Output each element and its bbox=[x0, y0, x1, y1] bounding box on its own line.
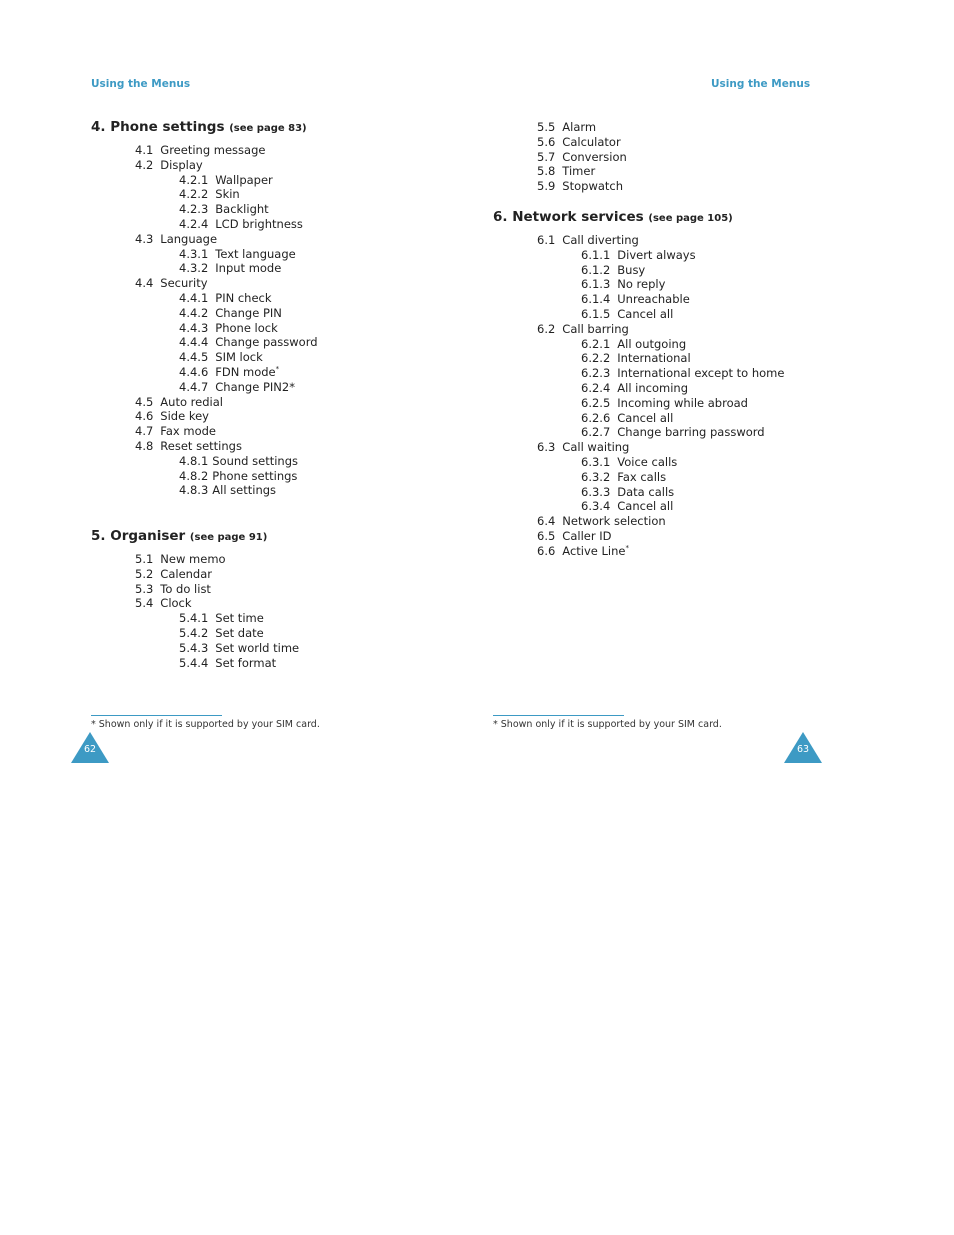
menu-item bbox=[537, 233, 639, 248]
footnote: * Shown only if it is supported by your SIM card. bbox=[91, 719, 320, 730]
menu-item-label: Fax calls bbox=[617, 469, 667, 484]
menu-item-number: 6.5 bbox=[537, 529, 556, 543]
menu-item-number: 4.2.2 bbox=[179, 187, 209, 202]
menu-item-label: Call barring bbox=[562, 321, 629, 336]
menu-item-label: Clock bbox=[160, 596, 192, 611]
menu-item bbox=[581, 455, 677, 470]
menu-item bbox=[135, 424, 216, 439]
menu-item-label: Text language bbox=[215, 246, 296, 261]
menu-item-number: 6.2.6 bbox=[581, 410, 611, 425]
menu-item-label: Sound settings bbox=[212, 453, 298, 468]
menu-item-number: 4.2 bbox=[135, 157, 154, 172]
page-number: 63 bbox=[796, 744, 810, 755]
menu-item bbox=[581, 396, 748, 411]
menu-item bbox=[179, 626, 264, 641]
menu-item bbox=[537, 179, 623, 194]
section-title-phone-settings: 4. Phone settings (see page 83) bbox=[91, 119, 307, 135]
page-number: 62 bbox=[83, 744, 97, 755]
menu-item-label: SIM lock bbox=[215, 350, 263, 365]
menu-item-number: 6.6 bbox=[537, 543, 556, 558]
menu-item bbox=[135, 439, 242, 454]
menu-item bbox=[179, 656, 276, 671]
menu-item-number: 6.1.5 bbox=[581, 307, 611, 321]
menu-item bbox=[581, 307, 673, 322]
menu-item-number: 4.2.3 bbox=[179, 202, 209, 217]
menu-item bbox=[179, 483, 276, 498]
menu-item-number: 5.1 bbox=[135, 552, 154, 566]
menu-item-label: Voice calls bbox=[617, 455, 678, 469]
menu-item-label: Active Line bbox=[562, 543, 626, 558]
menu-item-label: Conversion bbox=[562, 149, 627, 164]
menu-item-number: 6.3.3 bbox=[581, 484, 611, 499]
menu-item bbox=[581, 277, 665, 292]
menu-item-number: 4.1 bbox=[135, 143, 154, 157]
menu-item-number: 5.4.4 bbox=[179, 655, 209, 670]
menu-item-label: No reply bbox=[617, 277, 666, 292]
menu-item-number: 4.4.3 bbox=[179, 320, 209, 335]
menu-item-number: 6.1.1 bbox=[581, 247, 611, 262]
menu-item bbox=[581, 381, 688, 396]
menu-item-label: Change password bbox=[215, 335, 318, 350]
menu-item bbox=[179, 217, 303, 232]
menu-item-number: 6.3 bbox=[537, 440, 556, 455]
menu-item-number: 5.4.2 bbox=[179, 626, 209, 640]
menu-item-number: 6.2.1 bbox=[581, 336, 611, 351]
menu-item-number: 6.2.3 bbox=[581, 366, 611, 381]
menu-item bbox=[581, 248, 696, 263]
menu-item-label: Input mode bbox=[215, 261, 282, 276]
left-page bbox=[0, 0, 477, 800]
menu-item-label: All outgoing bbox=[617, 336, 687, 351]
menu-item-number: 4.5 bbox=[135, 394, 154, 409]
menu-item-number: 6.3.1 bbox=[581, 455, 611, 469]
running-header: Using the Menus bbox=[91, 78, 191, 90]
menu-item-number: 4.8.1 bbox=[179, 453, 209, 468]
menu-item-number: 4.3 bbox=[135, 231, 154, 246]
right-page bbox=[477, 0, 954, 800]
page-number-badge bbox=[784, 732, 822, 763]
menu-item bbox=[179, 173, 273, 188]
menu-item bbox=[537, 544, 629, 559]
menu-item-label: Security bbox=[160, 276, 208, 291]
menu-item-label: New memo bbox=[160, 552, 226, 566]
menu-item-number: 4.4.4 bbox=[179, 335, 209, 350]
menu-item-label: All incoming bbox=[617, 381, 689, 395]
footnote: * Shown only if it is supported by your SIM card. bbox=[493, 719, 722, 730]
menu-item bbox=[179, 380, 295, 395]
menu-item-label: International except to home bbox=[617, 366, 785, 381]
section-title-network-services: 6. Network services (see page 105) bbox=[493, 209, 733, 225]
menu-item-number: 4.4.1 bbox=[179, 291, 209, 305]
menu-item-number: 5.6 bbox=[537, 134, 556, 149]
menu-item-label: To do list bbox=[160, 581, 211, 596]
menu-item bbox=[537, 150, 627, 165]
menu-item-label: Timer bbox=[562, 164, 596, 179]
menu-item-label: LCD brightness bbox=[215, 217, 303, 231]
menu-item bbox=[581, 470, 666, 485]
menu-item-number: 4.6 bbox=[135, 409, 154, 424]
menu-item-number: 6.1 bbox=[537, 233, 556, 247]
menu-item-label: Unreachable bbox=[617, 292, 690, 307]
menu-item-number: 4.4.5 bbox=[179, 350, 209, 365]
menu-item bbox=[581, 292, 690, 307]
menu-item-label: Call waiting bbox=[562, 440, 630, 455]
menu-item bbox=[179, 350, 263, 365]
menu-item bbox=[537, 440, 629, 455]
menu-item-label: Cancel all bbox=[617, 410, 674, 425]
menu-item-label: Busy bbox=[617, 262, 646, 277]
menu-item-number: 6.4 bbox=[537, 514, 556, 529]
menu-item-label: Skin bbox=[215, 187, 240, 202]
menu-item-number: 6.2.5 bbox=[581, 395, 611, 410]
menu-item-number: 6.1.2 bbox=[581, 262, 611, 277]
menu-item-number: 6.1.4 bbox=[581, 292, 611, 307]
menu-item bbox=[179, 187, 240, 202]
menu-item-number: 5.4.3 bbox=[179, 640, 209, 655]
menu-item-number: 4.3.2 bbox=[179, 261, 209, 276]
menu-item-number: 4.3.1 bbox=[179, 246, 209, 261]
menu-item-label: Set format bbox=[215, 655, 277, 670]
footnote-rule bbox=[91, 715, 222, 716]
menu-item bbox=[581, 263, 645, 278]
menu-item-label: Divert always bbox=[617, 247, 696, 262]
menu-item bbox=[179, 611, 264, 626]
menu-item-number: 5.4.1 bbox=[179, 611, 209, 626]
footnote-marker: * bbox=[625, 543, 629, 552]
menu-item bbox=[179, 365, 279, 380]
menu-item-label: Call diverting bbox=[562, 233, 639, 247]
page-reference: (see page 91) bbox=[189, 532, 268, 543]
menu-item-number: 5.8 bbox=[537, 164, 556, 179]
menu-item-label: Phone lock bbox=[215, 320, 278, 335]
page-reference: (see page 105) bbox=[648, 213, 733, 224]
menu-item bbox=[135, 596, 192, 611]
page-number-badge bbox=[71, 732, 109, 763]
menu-item bbox=[135, 567, 212, 582]
menu-item-number: 4.4.6 bbox=[179, 365, 209, 379]
menu-item-label: PIN check bbox=[215, 291, 272, 305]
menu-item bbox=[135, 232, 217, 247]
menu-item-number: 5.4 bbox=[135, 596, 154, 611]
menu-item-number: 4.4.2 bbox=[179, 305, 209, 320]
menu-item-number: 5.7 bbox=[537, 149, 556, 164]
menu-item-label: Greeting message bbox=[160, 143, 266, 157]
menu-item-number: 4.4.7 bbox=[179, 379, 209, 394]
menu-item bbox=[581, 411, 673, 426]
menu-item-label: Cancel all bbox=[617, 499, 674, 514]
menu-item bbox=[135, 395, 223, 410]
menu-item-label: International bbox=[617, 351, 691, 366]
menu-item bbox=[179, 247, 296, 262]
menu-item bbox=[179, 469, 297, 484]
menu-item-number: 5.2 bbox=[135, 566, 154, 581]
menu-item-number: 5.5 bbox=[537, 120, 556, 134]
menu-item bbox=[581, 499, 673, 514]
menu-item-label: Change PIN2* bbox=[215, 379, 295, 394]
menu-item-number: 4.2.4 bbox=[179, 217, 209, 231]
section-title-organiser: 5. Organiser (see page 91) bbox=[91, 528, 268, 544]
menu-item-label: Phone settings bbox=[212, 468, 298, 483]
menu-item-label: Side key bbox=[160, 409, 209, 424]
menu-item-number: 6.1.3 bbox=[581, 277, 611, 292]
menu-item-number: 5.9 bbox=[537, 179, 556, 194]
menu-item-label: Set time bbox=[215, 611, 264, 626]
menu-item-label: Fax mode bbox=[160, 424, 216, 439]
running-header: Using the Menus bbox=[711, 78, 811, 90]
menu-item-label: Display bbox=[160, 157, 203, 172]
menu-item bbox=[135, 158, 203, 173]
menu-item-number: 6.3.2 bbox=[581, 469, 611, 484]
menu-item bbox=[537, 514, 666, 529]
menu-item bbox=[179, 641, 299, 656]
menu-item bbox=[179, 261, 281, 276]
menu-item bbox=[581, 351, 691, 366]
menu-item bbox=[179, 291, 272, 306]
menu-item bbox=[135, 276, 208, 291]
menu-item bbox=[179, 454, 298, 469]
page-reference: (see page 83) bbox=[229, 123, 307, 134]
menu-item-number: 4.7 bbox=[135, 424, 154, 439]
menu-item-number: 6.3.4 bbox=[581, 499, 611, 514]
menu-item-label: Caller ID bbox=[562, 529, 612, 543]
menu-item-number: 6.2.7 bbox=[581, 425, 611, 440]
menu-item-label: Wallpaper bbox=[215, 172, 273, 187]
menu-item-label: Set world time bbox=[215, 640, 300, 655]
menu-item bbox=[537, 135, 621, 150]
menu-item-label: Calendar bbox=[160, 566, 213, 581]
footnote-marker: * bbox=[275, 365, 280, 373]
menu-item bbox=[135, 143, 265, 158]
menu-item bbox=[581, 425, 765, 440]
menu-item bbox=[537, 322, 629, 337]
menu-item-number: 6.2.4 bbox=[581, 381, 611, 395]
menu-item bbox=[179, 335, 318, 350]
menu-item-number: 4.8.2 bbox=[179, 468, 209, 483]
menu-item bbox=[537, 164, 595, 179]
menu-item-label: Change barring password bbox=[617, 425, 765, 440]
menu-item-label: Network selection bbox=[562, 514, 666, 529]
menu-item-number: 6.2 bbox=[537, 321, 556, 336]
menu-item-label: FDN mode bbox=[215, 365, 276, 379]
menu-item-number: 5.3 bbox=[135, 581, 154, 596]
menu-item-label: Auto redial bbox=[160, 394, 223, 409]
menu-item-label: Data calls bbox=[617, 484, 675, 499]
menu-item-label: Reset settings bbox=[160, 439, 242, 453]
menu-item-number: 4.2.1 bbox=[179, 172, 209, 187]
menu-item bbox=[179, 321, 278, 336]
menu-item-label: Cancel all bbox=[617, 307, 674, 321]
menu-item bbox=[135, 582, 211, 597]
menu-item-label: Incoming while abroad bbox=[617, 395, 748, 410]
menu-item-label: Language bbox=[160, 231, 218, 246]
menu-item bbox=[179, 306, 282, 321]
menu-item-label: All settings bbox=[212, 483, 277, 498]
menu-item-label: Alarm bbox=[562, 120, 597, 134]
menu-item bbox=[135, 409, 209, 424]
menu-item bbox=[135, 552, 226, 567]
menu-item-label: Backlight bbox=[215, 202, 269, 217]
menu-item-label: Set date bbox=[215, 626, 264, 640]
footnote-rule bbox=[493, 715, 624, 716]
menu-item bbox=[537, 529, 611, 544]
menu-item bbox=[581, 366, 784, 381]
menu-item-label: Change PIN bbox=[215, 305, 282, 320]
menu-item bbox=[537, 120, 596, 135]
menu-item-number: 4.8 bbox=[135, 439, 154, 453]
menu-item bbox=[581, 337, 686, 352]
menu-item bbox=[179, 202, 269, 217]
menu-item-number: 4.8.3 bbox=[179, 483, 209, 498]
menu-item bbox=[581, 485, 674, 500]
menu-item-number: 6.2.2 bbox=[581, 351, 611, 366]
menu-item-label: Stopwatch bbox=[562, 179, 624, 194]
menu-item-number: 4.4 bbox=[135, 276, 154, 291]
menu-item-label: Calculator bbox=[562, 134, 621, 149]
